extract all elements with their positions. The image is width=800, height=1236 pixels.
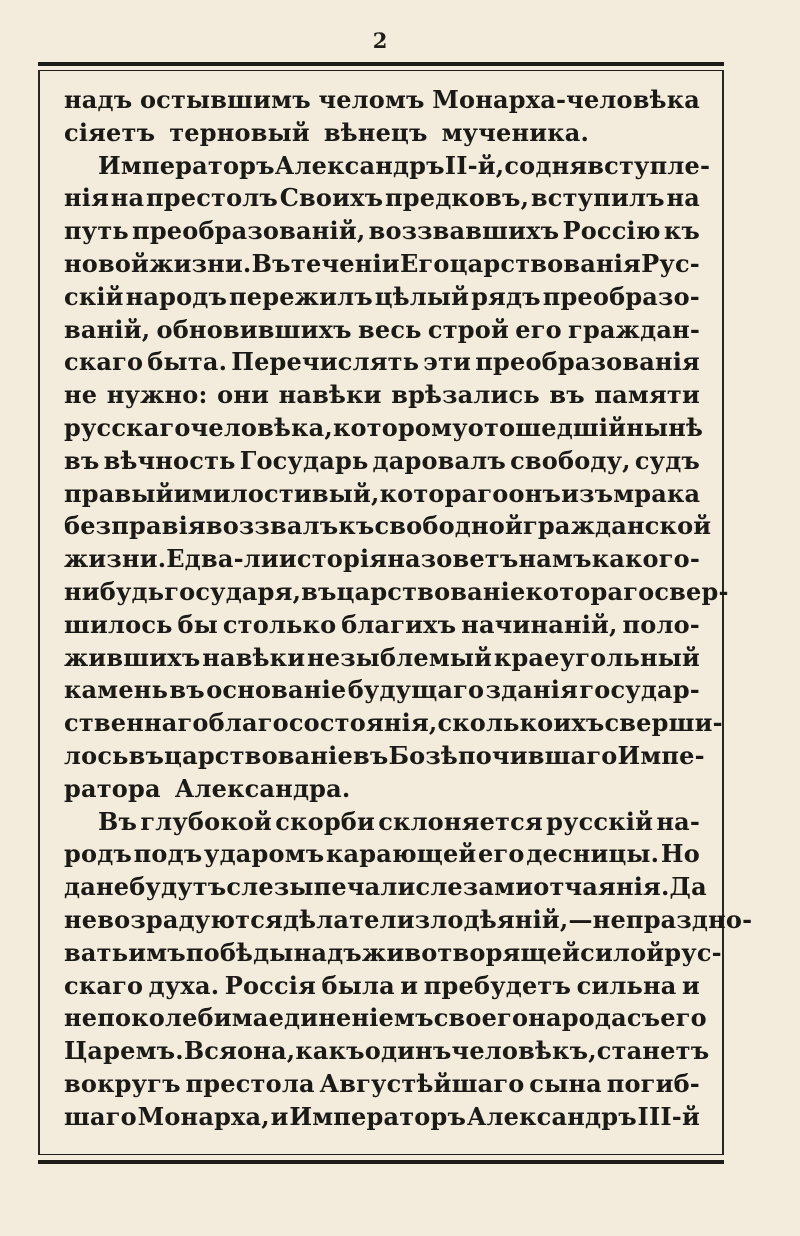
text-line xyxy=(64,215,700,248)
word: злодѣяній, xyxy=(414,904,569,934)
word: памяти xyxy=(594,380,700,410)
text-line xyxy=(64,970,700,1003)
word: въ xyxy=(128,740,165,770)
word: незыблемый xyxy=(307,642,493,672)
word: Августѣйшаго xyxy=(319,1068,525,1098)
word: онъ xyxy=(508,478,562,508)
word: граждан- xyxy=(568,314,700,344)
word: одинъ xyxy=(364,1036,452,1066)
word: вѣчность xyxy=(103,445,236,475)
text-line xyxy=(64,510,712,543)
word: строй xyxy=(427,314,509,344)
bottom-border-thick xyxy=(38,1160,724,1164)
word: ударомъ xyxy=(204,839,325,869)
text-line xyxy=(64,576,729,609)
word: не xyxy=(64,904,98,934)
word: она, xyxy=(237,1036,296,1066)
word: скій xyxy=(64,281,124,311)
word: съ xyxy=(626,1003,661,1033)
word: Императоръ xyxy=(98,150,275,180)
text-line xyxy=(64,478,700,511)
word: Перечислять xyxy=(231,347,420,377)
word: станетъ xyxy=(596,1036,710,1066)
word: и xyxy=(681,970,700,1000)
word: Но xyxy=(660,839,700,869)
word: Государь xyxy=(239,445,369,475)
word: Да xyxy=(669,872,707,902)
word: пребудетъ xyxy=(423,970,572,1000)
word: его xyxy=(660,1003,707,1033)
word: Александръ xyxy=(274,150,445,180)
word: остывшимъ xyxy=(139,85,311,114)
word: Бозѣ xyxy=(388,740,458,770)
word: духа. xyxy=(148,970,220,1000)
word: народа xyxy=(528,1003,627,1033)
word: надъ xyxy=(64,85,133,114)
body-text xyxy=(64,84,753,1134)
word: Рус- xyxy=(641,248,700,278)
word: шилось xyxy=(64,609,173,639)
word: начинаній, xyxy=(461,609,618,639)
word: слезы xyxy=(226,872,314,902)
word: милостивый, xyxy=(191,478,380,508)
word: Едва-ли xyxy=(166,544,279,574)
word: его xyxy=(478,839,525,869)
word: въ xyxy=(301,576,337,606)
word: была xyxy=(321,970,395,1000)
word: какъ xyxy=(295,1036,365,1066)
word: будутъ xyxy=(129,872,227,902)
word: гражданской xyxy=(522,511,712,541)
word: непоколебима xyxy=(64,1003,269,1033)
text-line xyxy=(64,346,700,379)
word: нынѣ xyxy=(626,412,704,442)
word: мрака xyxy=(613,478,701,508)
word: бы xyxy=(177,609,218,639)
word: дѣлатели xyxy=(282,904,415,934)
word: скаго xyxy=(64,970,144,1000)
word: его xyxy=(515,314,562,344)
word: Александра. xyxy=(174,773,351,803)
word: единеніемъ xyxy=(268,1003,434,1033)
text-line xyxy=(64,904,753,937)
word: благосостоянія, xyxy=(208,708,438,738)
word: обновившихъ xyxy=(156,314,352,344)
word: погиб- xyxy=(606,1068,700,1098)
word: государ- xyxy=(579,675,700,705)
word: III-й xyxy=(637,1101,700,1131)
word: царствованія xyxy=(449,248,641,278)
word: зданія xyxy=(485,675,579,705)
word: сверши- xyxy=(604,708,723,738)
word: Монарха-человѣка xyxy=(432,85,700,114)
text-line xyxy=(64,674,700,707)
word: жившихъ xyxy=(64,642,201,672)
word: столько xyxy=(222,609,337,639)
word: пережилъ xyxy=(229,281,373,311)
word: мученика. xyxy=(441,117,590,147)
word: эти xyxy=(423,347,472,377)
text-line xyxy=(64,740,705,773)
word: на xyxy=(110,183,145,213)
word: Въ xyxy=(98,806,138,836)
word: ваній, xyxy=(64,314,151,344)
top-border-thin xyxy=(38,70,724,71)
word: Своихъ xyxy=(279,183,384,213)
right-border xyxy=(722,70,724,1155)
word: Александръ xyxy=(466,1101,637,1131)
word: Импе- xyxy=(617,740,705,770)
word: въ xyxy=(64,445,100,475)
text-line xyxy=(64,182,700,215)
word: престолъ xyxy=(145,183,279,213)
word: лось xyxy=(64,740,129,770)
word: Вся xyxy=(183,1036,238,1066)
text-line xyxy=(64,937,722,970)
word: цѣлый xyxy=(374,281,470,311)
word: ихъ xyxy=(553,708,605,738)
word: престола xyxy=(185,1068,315,1098)
word: нужно: xyxy=(106,380,208,410)
word: нибудь xyxy=(64,576,165,606)
word: Царемъ. xyxy=(64,1036,184,1066)
word: отчаянія. xyxy=(533,872,670,902)
word: вать xyxy=(64,937,129,967)
word: и xyxy=(270,1101,289,1131)
word: имъ xyxy=(128,937,186,967)
word: челомъ xyxy=(318,85,425,114)
word: благихъ xyxy=(341,609,457,639)
word: которому xyxy=(332,412,468,442)
text-line xyxy=(64,806,700,839)
word: правый xyxy=(64,478,174,508)
word: Въ xyxy=(251,248,291,278)
word: своего xyxy=(433,1003,529,1033)
word: навѣки xyxy=(278,380,382,410)
word: будущаго xyxy=(347,675,485,705)
word: навѣки xyxy=(202,642,306,672)
word: быта. xyxy=(147,347,228,377)
word: ственнаго xyxy=(64,708,209,738)
word: на xyxy=(666,183,700,213)
text-line xyxy=(64,412,704,445)
word: на- xyxy=(656,806,700,836)
text-line xyxy=(64,838,700,871)
word: изъ xyxy=(561,478,614,508)
word: силой xyxy=(580,937,665,967)
word: поло- xyxy=(622,609,700,639)
word: теченіи xyxy=(290,248,400,278)
text-line xyxy=(64,117,700,150)
word: народъ xyxy=(125,281,228,311)
word: даровалъ xyxy=(372,445,507,475)
word: царствованіе xyxy=(164,740,353,770)
word: не xyxy=(64,380,98,410)
word: врѣзались xyxy=(391,380,540,410)
word: нія xyxy=(64,183,110,213)
word: въ xyxy=(352,740,389,770)
text-line xyxy=(64,642,700,675)
text-line xyxy=(64,314,700,347)
word: и xyxy=(173,478,192,508)
word: Россія xyxy=(224,970,317,1000)
word: царствованіе xyxy=(336,576,526,606)
word: назоветъ xyxy=(387,544,519,574)
word: государя, xyxy=(164,576,302,606)
word: глубокой xyxy=(140,806,273,836)
word: Монарха, xyxy=(137,1101,270,1131)
word: Его xyxy=(399,248,450,278)
text-line xyxy=(64,609,700,642)
word: какого- xyxy=(591,544,700,574)
word: въ xyxy=(549,380,585,410)
text-line xyxy=(64,1002,707,1035)
text-line xyxy=(64,281,700,314)
word: основаніе xyxy=(206,675,347,705)
word: животворящей xyxy=(361,937,581,967)
word: надъ xyxy=(293,937,362,967)
word: краеугольный xyxy=(493,642,700,672)
word: русскаго xyxy=(64,412,191,442)
word: со xyxy=(504,150,536,180)
word: и xyxy=(400,970,419,1000)
word: къ xyxy=(663,216,700,246)
word: ратора xyxy=(64,773,161,803)
word: сильна xyxy=(576,970,677,1000)
text-line xyxy=(64,84,700,117)
word: вѣнецъ xyxy=(323,117,428,147)
text-line xyxy=(64,1068,700,1101)
word: не xyxy=(95,872,130,902)
word: вокругъ xyxy=(64,1068,181,1098)
word: вступилъ xyxy=(530,183,665,213)
text-line xyxy=(64,1101,700,1134)
word: котораго xyxy=(525,576,655,606)
word: новой xyxy=(64,248,150,278)
word: слезами xyxy=(415,872,534,902)
word: праздно- xyxy=(625,904,753,934)
word: вступле- xyxy=(587,150,711,180)
word: въ xyxy=(169,675,205,705)
page-number: 2 xyxy=(372,28,388,53)
text-line xyxy=(64,379,700,412)
word: сына xyxy=(529,1068,602,1098)
word: рядъ xyxy=(471,281,541,311)
word: преобразованій, xyxy=(132,216,366,246)
word: человѣка, xyxy=(190,412,333,442)
word: шаго xyxy=(64,1101,137,1131)
word: весь xyxy=(358,314,422,344)
word: подъ xyxy=(133,839,203,869)
word: судъ xyxy=(634,445,700,475)
word: человѣкъ, xyxy=(451,1036,597,1066)
word: сколько xyxy=(437,708,554,738)
word: они xyxy=(217,380,270,410)
text-line xyxy=(64,773,700,806)
left-border xyxy=(38,70,40,1155)
word: печали xyxy=(313,872,416,902)
word: преобразованія xyxy=(475,347,700,377)
word: воззвавшихъ xyxy=(368,216,560,246)
word: воззвалъ xyxy=(205,511,339,541)
word: скорби xyxy=(275,806,376,836)
word: свободной xyxy=(374,511,523,541)
text-line xyxy=(64,150,711,183)
word: безправія xyxy=(64,511,206,541)
word: камень xyxy=(64,675,169,705)
word: дня xyxy=(535,150,588,180)
word: намъ xyxy=(518,544,592,574)
word: не xyxy=(592,904,626,934)
word: терновый xyxy=(169,117,310,147)
word: свободу, xyxy=(510,445,631,475)
word: преобразо- xyxy=(542,281,700,311)
text-line xyxy=(64,707,723,740)
word: жизни. xyxy=(64,544,167,574)
word: Россію xyxy=(562,216,661,246)
bottom-border-thin xyxy=(38,1154,724,1155)
top-border-thick xyxy=(38,62,724,66)
word: склоняется xyxy=(378,806,543,836)
word: II-й, xyxy=(444,150,505,180)
text-line xyxy=(64,445,700,478)
word: свер- xyxy=(654,576,729,606)
word: къ xyxy=(338,511,375,541)
word: рус- xyxy=(664,937,722,967)
word: да xyxy=(64,872,96,902)
word: десницы. xyxy=(526,839,660,869)
text-line xyxy=(64,1035,710,1068)
word: предковъ, xyxy=(384,183,530,213)
word: побѣды xyxy=(185,937,294,967)
word: жизни. xyxy=(149,248,252,278)
word: карающей xyxy=(325,839,477,869)
text-line xyxy=(64,543,700,576)
word: Императоръ xyxy=(289,1101,467,1131)
word: сіяетъ xyxy=(64,117,156,147)
word: — xyxy=(568,904,593,934)
word: скаго xyxy=(64,347,144,377)
word: почившаго xyxy=(457,740,618,770)
text-line xyxy=(64,871,707,904)
word: исторія xyxy=(278,544,388,574)
text-line xyxy=(64,248,700,281)
word: отошедшій xyxy=(467,412,627,442)
word: возрадуются xyxy=(97,904,283,934)
word: русскій xyxy=(546,806,654,836)
word: родъ xyxy=(64,839,132,869)
word: путь xyxy=(64,216,129,246)
word: котораго xyxy=(379,478,509,508)
